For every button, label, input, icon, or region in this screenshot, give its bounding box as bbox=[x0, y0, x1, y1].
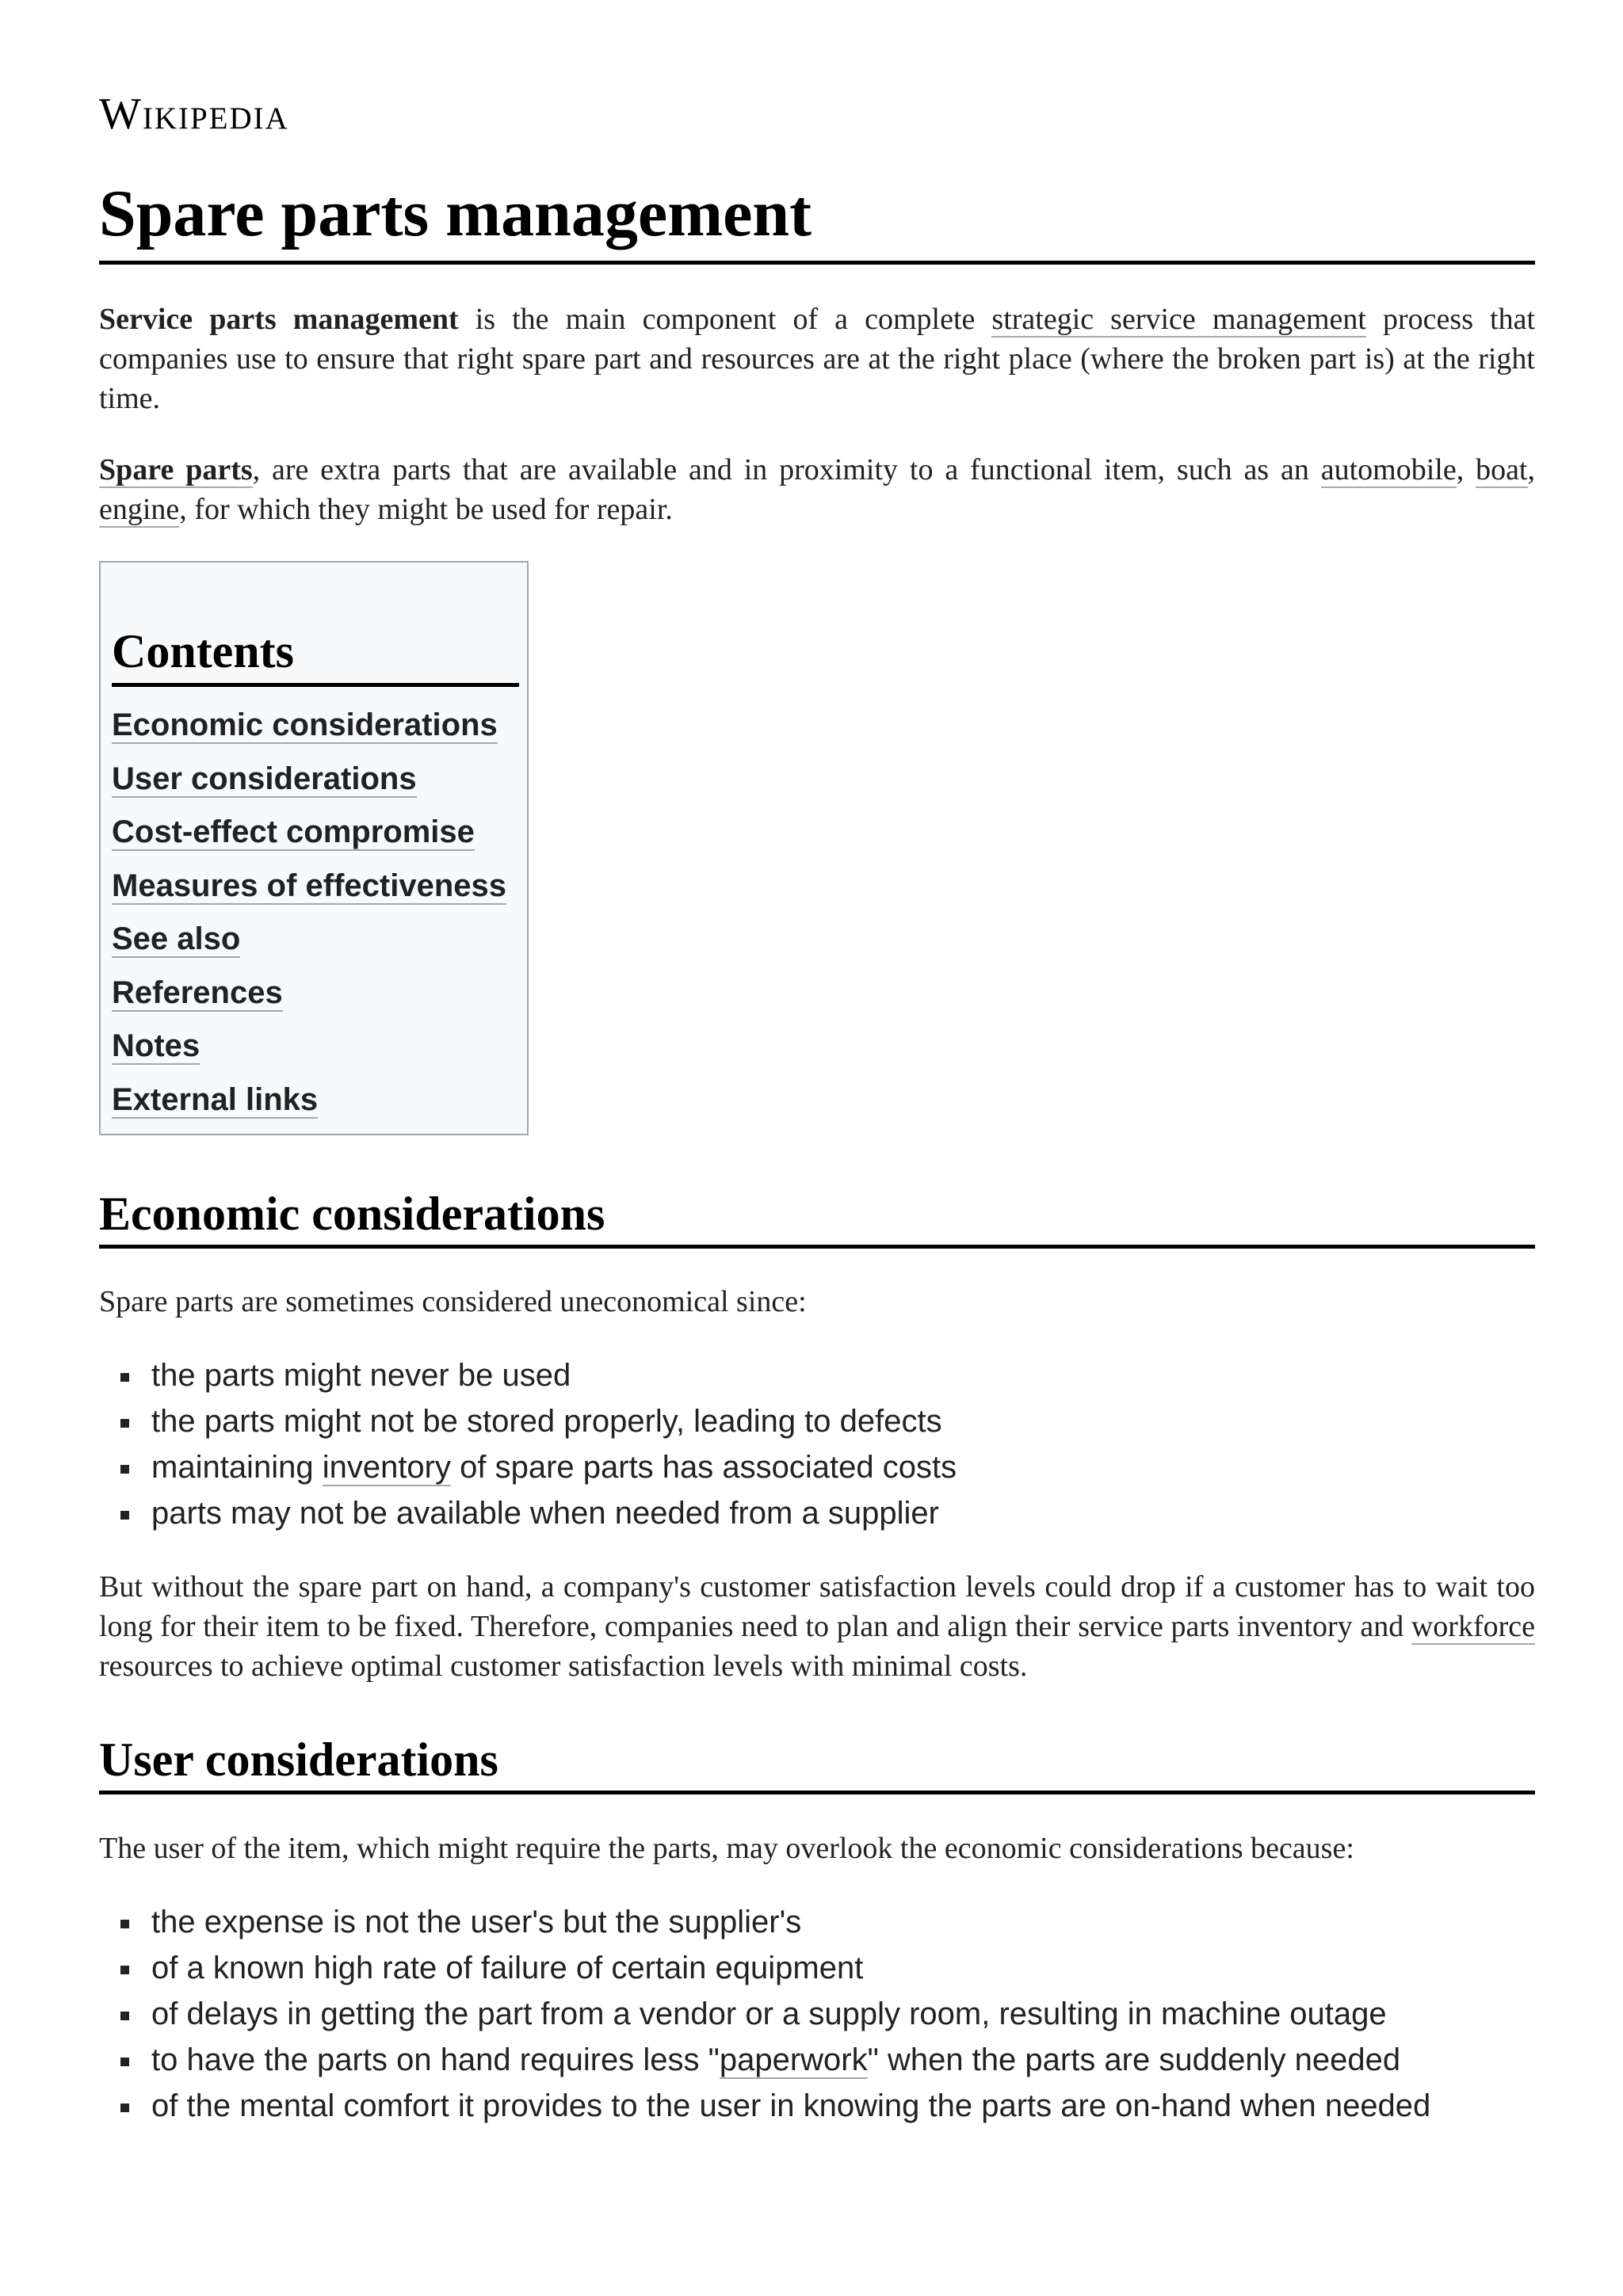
economic-paragraph bbox=[99, 1567, 1535, 1686]
list-text: maintaining bbox=[151, 1450, 323, 1485]
toc-item bbox=[112, 1020, 506, 1074]
separator: , bbox=[1527, 453, 1535, 486]
list-item: of delays in getting the part from a vendor or a supply room, resulting in machine outage bbox=[99, 1991, 1535, 2037]
toc-list bbox=[112, 699, 506, 1127]
link-paperwork[interactable]: paperwork bbox=[719, 2042, 868, 2077]
list-item: the parts might not be stored properly, leading to defects bbox=[99, 1398, 1535, 1444]
economic-lead: Spare parts are sometimes considered uneconomical since: bbox=[99, 1285, 807, 1318]
section-heading-user-considerations: User considerations bbox=[99, 1729, 1535, 1794]
economic-bullet-list bbox=[99, 1352, 1535, 1536]
toc-item bbox=[112, 753, 506, 807]
separator: , bbox=[1456, 453, 1476, 486]
list-item: of the mental comfort it provides to the user in knowing the parts are on-hand when needed bbox=[99, 2083, 1535, 2129]
toc-heading: Contents bbox=[112, 620, 519, 687]
paragraph-text: resources to achieve optimal customer satisfaction levels with minimal costs. bbox=[99, 1650, 1028, 1683]
toc-item bbox=[112, 806, 506, 860]
list-text: " when the parts are suddenly needed bbox=[867, 2042, 1401, 2077]
intro-text: , are extra parts that are available and in proximity to a functional item, such as an bbox=[252, 453, 1321, 486]
list-text: to have the parts on hand requires less " bbox=[151, 2042, 720, 2077]
link-inventory[interactable]: inventory bbox=[322, 1450, 451, 1485]
toc-link-cost-effect-compromise[interactable]: Cost-effect compromise bbox=[112, 814, 475, 849]
list-item: the expense is not the user's but the supplier's bbox=[99, 1899, 1535, 1945]
link-engine[interactable]: engine bbox=[99, 493, 180, 526]
intro-text: process that companies use to ensure that right spare part and resources are at the right place (where the broken part is) at the right time. bbox=[99, 303, 1536, 415]
page-title: Spare parts management bbox=[99, 170, 1535, 265]
list-item bbox=[99, 2037, 1535, 2083]
toc-item bbox=[112, 699, 506, 753]
link-strategic-service-management[interactable]: strategic service management bbox=[991, 303, 1366, 336]
toc-link-see-also[interactable]: See also bbox=[112, 921, 241, 956]
toc-link-notes[interactable]: Notes bbox=[112, 1028, 200, 1063]
list-item: of a known high rate of failure of certain equipment bbox=[99, 1945, 1535, 1991]
user-lead: The user of the item, which might require the parts, may overlook the economic considerations because: bbox=[99, 1832, 1354, 1865]
paragraph-text: But without the spare part on hand, a company's customer satisfaction levels could drop if a customer has to wait too long for their item to be fixed. Therefore, companies need to plan and align their service parts inventory and bbox=[99, 1570, 1535, 1643]
link-spare-parts[interactable]: Spare parts bbox=[99, 453, 253, 486]
table-of-contents bbox=[99, 561, 529, 1135]
list-item: parts may not be available when needed from a supplier bbox=[99, 1490, 1535, 1536]
intro-bold-term: Service parts management bbox=[99, 303, 459, 336]
toc-link-user-considerations[interactable]: User considerations bbox=[112, 761, 417, 796]
link-automobile[interactable]: automobile bbox=[1320, 453, 1457, 486]
user-bullet-list bbox=[99, 1899, 1535, 2129]
toc-link-external-links[interactable]: External links bbox=[112, 1081, 319, 1117]
toc-item bbox=[112, 913, 506, 967]
intro-text: is the main component of a complete bbox=[458, 303, 992, 336]
wikipedia-logo[interactable]: Wikipedia bbox=[99, 90, 289, 139]
intro-paragraph-2 bbox=[99, 450, 1535, 529]
toc-link-economic-considerations[interactable]: Economic considerations bbox=[112, 707, 498, 742]
list-item: the parts might never be used bbox=[99, 1352, 1535, 1398]
section-heading-economic-considerations: Economic considerations bbox=[99, 1183, 1535, 1249]
link-boat[interactable]: boat bbox=[1476, 453, 1528, 486]
intro-paragraph-1 bbox=[99, 299, 1535, 418]
toc-item bbox=[112, 1074, 506, 1127]
toc-item bbox=[112, 967, 506, 1020]
toc-link-measures-of-effectiveness[interactable]: Measures of effectiveness bbox=[112, 868, 507, 903]
link-workforce[interactable]: workforce bbox=[1411, 1610, 1535, 1643]
intro-text: , for which they might be used for repair. bbox=[179, 493, 673, 526]
list-item bbox=[99, 1444, 1535, 1490]
toc-item bbox=[112, 860, 506, 913]
list-text: of spare parts has associated costs bbox=[451, 1450, 957, 1485]
toc-link-references[interactable]: References bbox=[112, 974, 283, 1010]
